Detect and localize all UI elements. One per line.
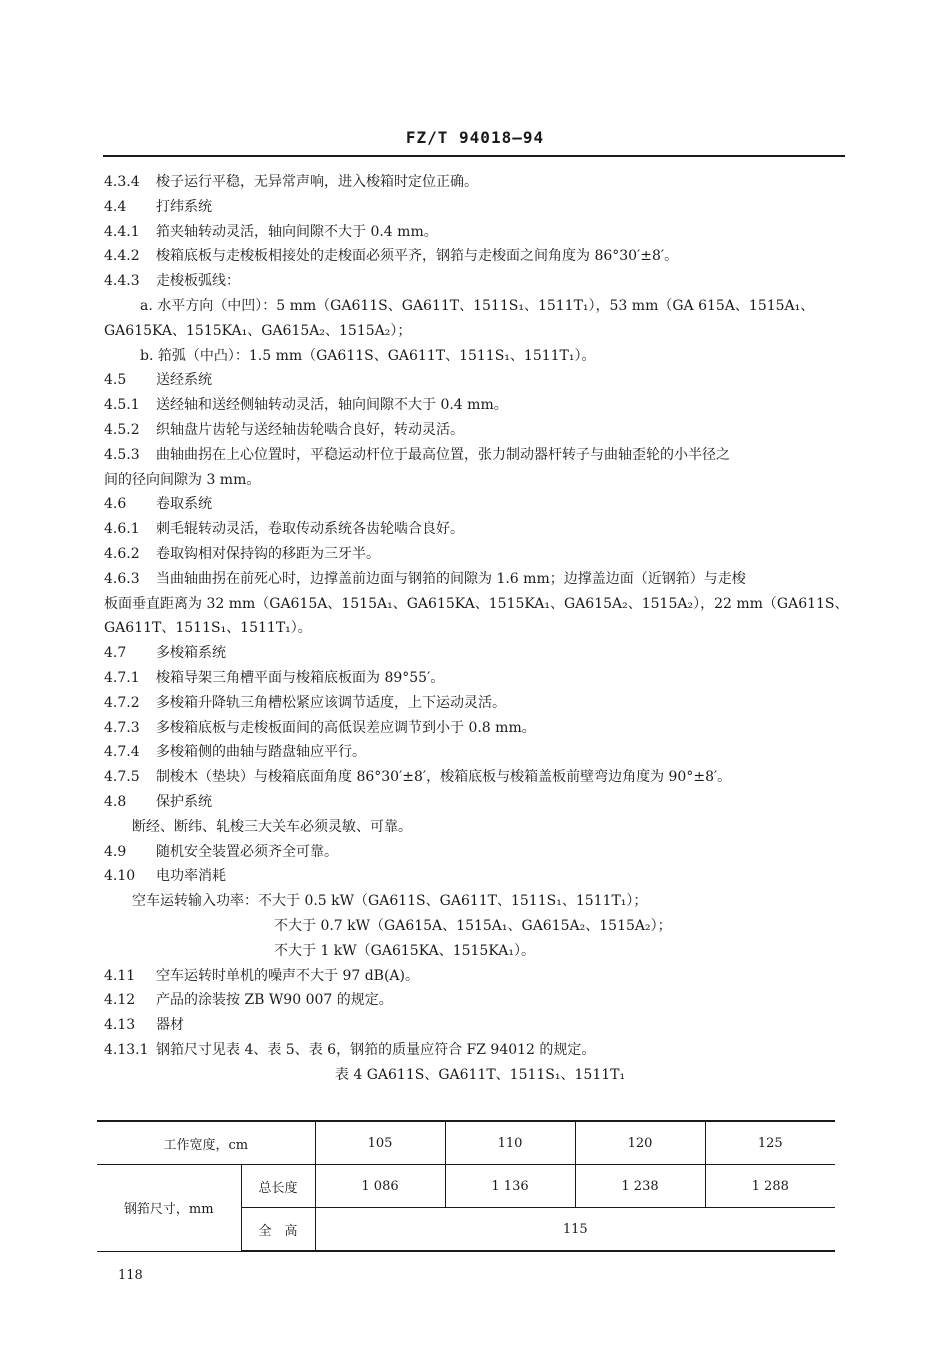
clause: 4.7.5 制梭木（垫块）与梭箱底面角度 86°30′±8′，梭箱底板与梭箱盖板前壁弯边角度为 90°±8′。 (104, 769, 732, 786)
table-header-cell: 总长度 (241, 1165, 315, 1208)
table-row (97, 1121, 835, 1165)
table-cell: 125 (705, 1121, 835, 1165)
clause-continued: 间的径向间隙为 3 mm。 (104, 471, 261, 488)
table-caption: 表 4 GA611S、GA611T、1511S₁、1511T₁ (334, 1066, 626, 1083)
clause: 4.7.3 多梭箱底板与走梭板面间的高低误差应调节到小于 0.8 mm。 (104, 719, 536, 736)
clause-continued: GA611T、1511S₁、1511T₁）。 (104, 620, 312, 637)
section-heading: 4.5 送经系统 (104, 372, 212, 389)
table-cell: 105 (315, 1121, 445, 1165)
table-row (97, 1165, 835, 1208)
table-cell: 115 (315, 1208, 835, 1252)
table-cell: 110 (445, 1121, 575, 1165)
table-header-cell: 全 高 (241, 1208, 315, 1252)
clause: 4.7.2 多梭箱升降轨三角槽松紧应该调节适度，上下运动灵活。 (104, 694, 506, 711)
list-item-a: a. 水平方向（中凹）：5 mm（GA611S、GA611T、1511S₁、1511T₁），53 mm（GA 615A、1515A₁、 (140, 297, 815, 314)
page-number: 118 (118, 1268, 143, 1283)
header-rule (103, 155, 845, 157)
power-line: 不大于 1 kW（GA615KA、1515KA₁）。 (274, 942, 535, 959)
clause: 4.12 产品的涂装按 ZB W90 007 的规定。 (104, 992, 393, 1009)
section-heading: 4.4 打纬系统 (104, 198, 212, 215)
list-item-a-continued: GA615KA、1515KA₁、GA615A₂、1515A₂）； (104, 322, 412, 339)
clause: 4.3.4 梭子运行平稳，无异常声响，进入梭箱时定位正确。 (104, 174, 478, 190)
clause: 4.5.1 送经轴和送经侧轴转动灵活，轴向间隙不大于 0.4 mm。 (104, 397, 508, 414)
table-cell: 1 238 (575, 1165, 705, 1208)
section-heading: 4.8 保护系统 (104, 793, 212, 810)
clause: 4.5.3 曲轴曲拐在上心位置时，平稳运动杆位于最高位置，张力制动器杆转子与曲轴歪轮的小半径之 (104, 446, 730, 463)
power-line: 空车运转输入功率：不大于 0.5 kW（GA611S、GA611T、1511S₁、1511T₁）； (132, 893, 648, 910)
clause: 4.6.3 当曲轴曲拐在前死心时，边撑盖前边面与钢筘的间隙为 1.6 mm；边撑盖边面（近钢筘）与走梭 (104, 570, 746, 587)
reed-size-table (97, 1120, 835, 1252)
clause: 4.7.1 梭箱导架三角槽平面与梭箱底板面为 89°55′。 (104, 669, 445, 686)
table-cell: 1 136 (445, 1165, 575, 1208)
clause: 4.4.3 走梭板弧线： (104, 273, 240, 290)
clause-plain: 断经、断纬、轧梭三大关车必须灵敏、可靠。 (132, 818, 412, 835)
table-header-cell: 工作宽度，cm (97, 1121, 315, 1165)
section-heading: 4.13 器材 (104, 1017, 184, 1034)
list-item-b: b. 筘弧（中凸）：1.5 mm（GA611S、GA611T、1511S₁、1511T₁）。 (140, 347, 596, 364)
table-cell: 1 086 (315, 1165, 445, 1208)
clause: 4.5.2 织轴盘片齿轮与送经轴齿轮啮合良好，转动灵活。 (104, 421, 464, 438)
clause: 4.13.1 钢筘尺寸见表 4、表 5、表 6，钢筘的质量应符合 FZ 94012 的规定。 (104, 1041, 596, 1058)
clause: 4.6.1 刺毛辊转动灵活，卷取传动系统各齿轮啮合良好。 (104, 521, 464, 538)
clause: 4.9 随机安全装置必须齐全可靠。 (104, 843, 338, 860)
document-body (104, 170, 849, 1087)
clause: 4.4.1 筘夹轴转动灵活，轴向间隙不大于 0.4 mm。 (104, 223, 438, 240)
clause-continued: 板面垂直距离为 32 mm（GA615A、1515A₁、GA615KA、1515KA₁、GA615A₂、1515A₂），22 mm（GA611S、 (104, 595, 849, 612)
table-header-cell: 钢筘尺寸，mm (97, 1165, 241, 1252)
section-heading: 4.6 卷取系统 (104, 496, 212, 513)
clause: 4.4.2 梭箱底板与走梭板相接处的走梭面必须平齐，钢筘与走梭面之间角度为 86°30′±8′。 (104, 248, 679, 265)
table-cell: 1 288 (705, 1165, 835, 1208)
power-line: 不大于 0.7 kW（GA615A、1515A₁、GA615A₂、1515A₂）； (274, 917, 672, 934)
section-heading: 4.10 电功率消耗 (104, 868, 226, 885)
clause: 4.7.4 多梭箱侧的曲轴与踏盘轴应平行。 (104, 744, 366, 761)
clause: 4.6.2 卷取钩相对保持钩的移距为三牙半。 (104, 545, 380, 562)
section-heading: 4.7 多梭箱系统 (104, 645, 226, 662)
table-cell: 120 (575, 1121, 705, 1165)
standard-code: FZ/T 94018—94 (405, 128, 545, 147)
clause: 4.11 空车运转时单机的噪声不大于 97 dB(A)。 (104, 967, 419, 984)
